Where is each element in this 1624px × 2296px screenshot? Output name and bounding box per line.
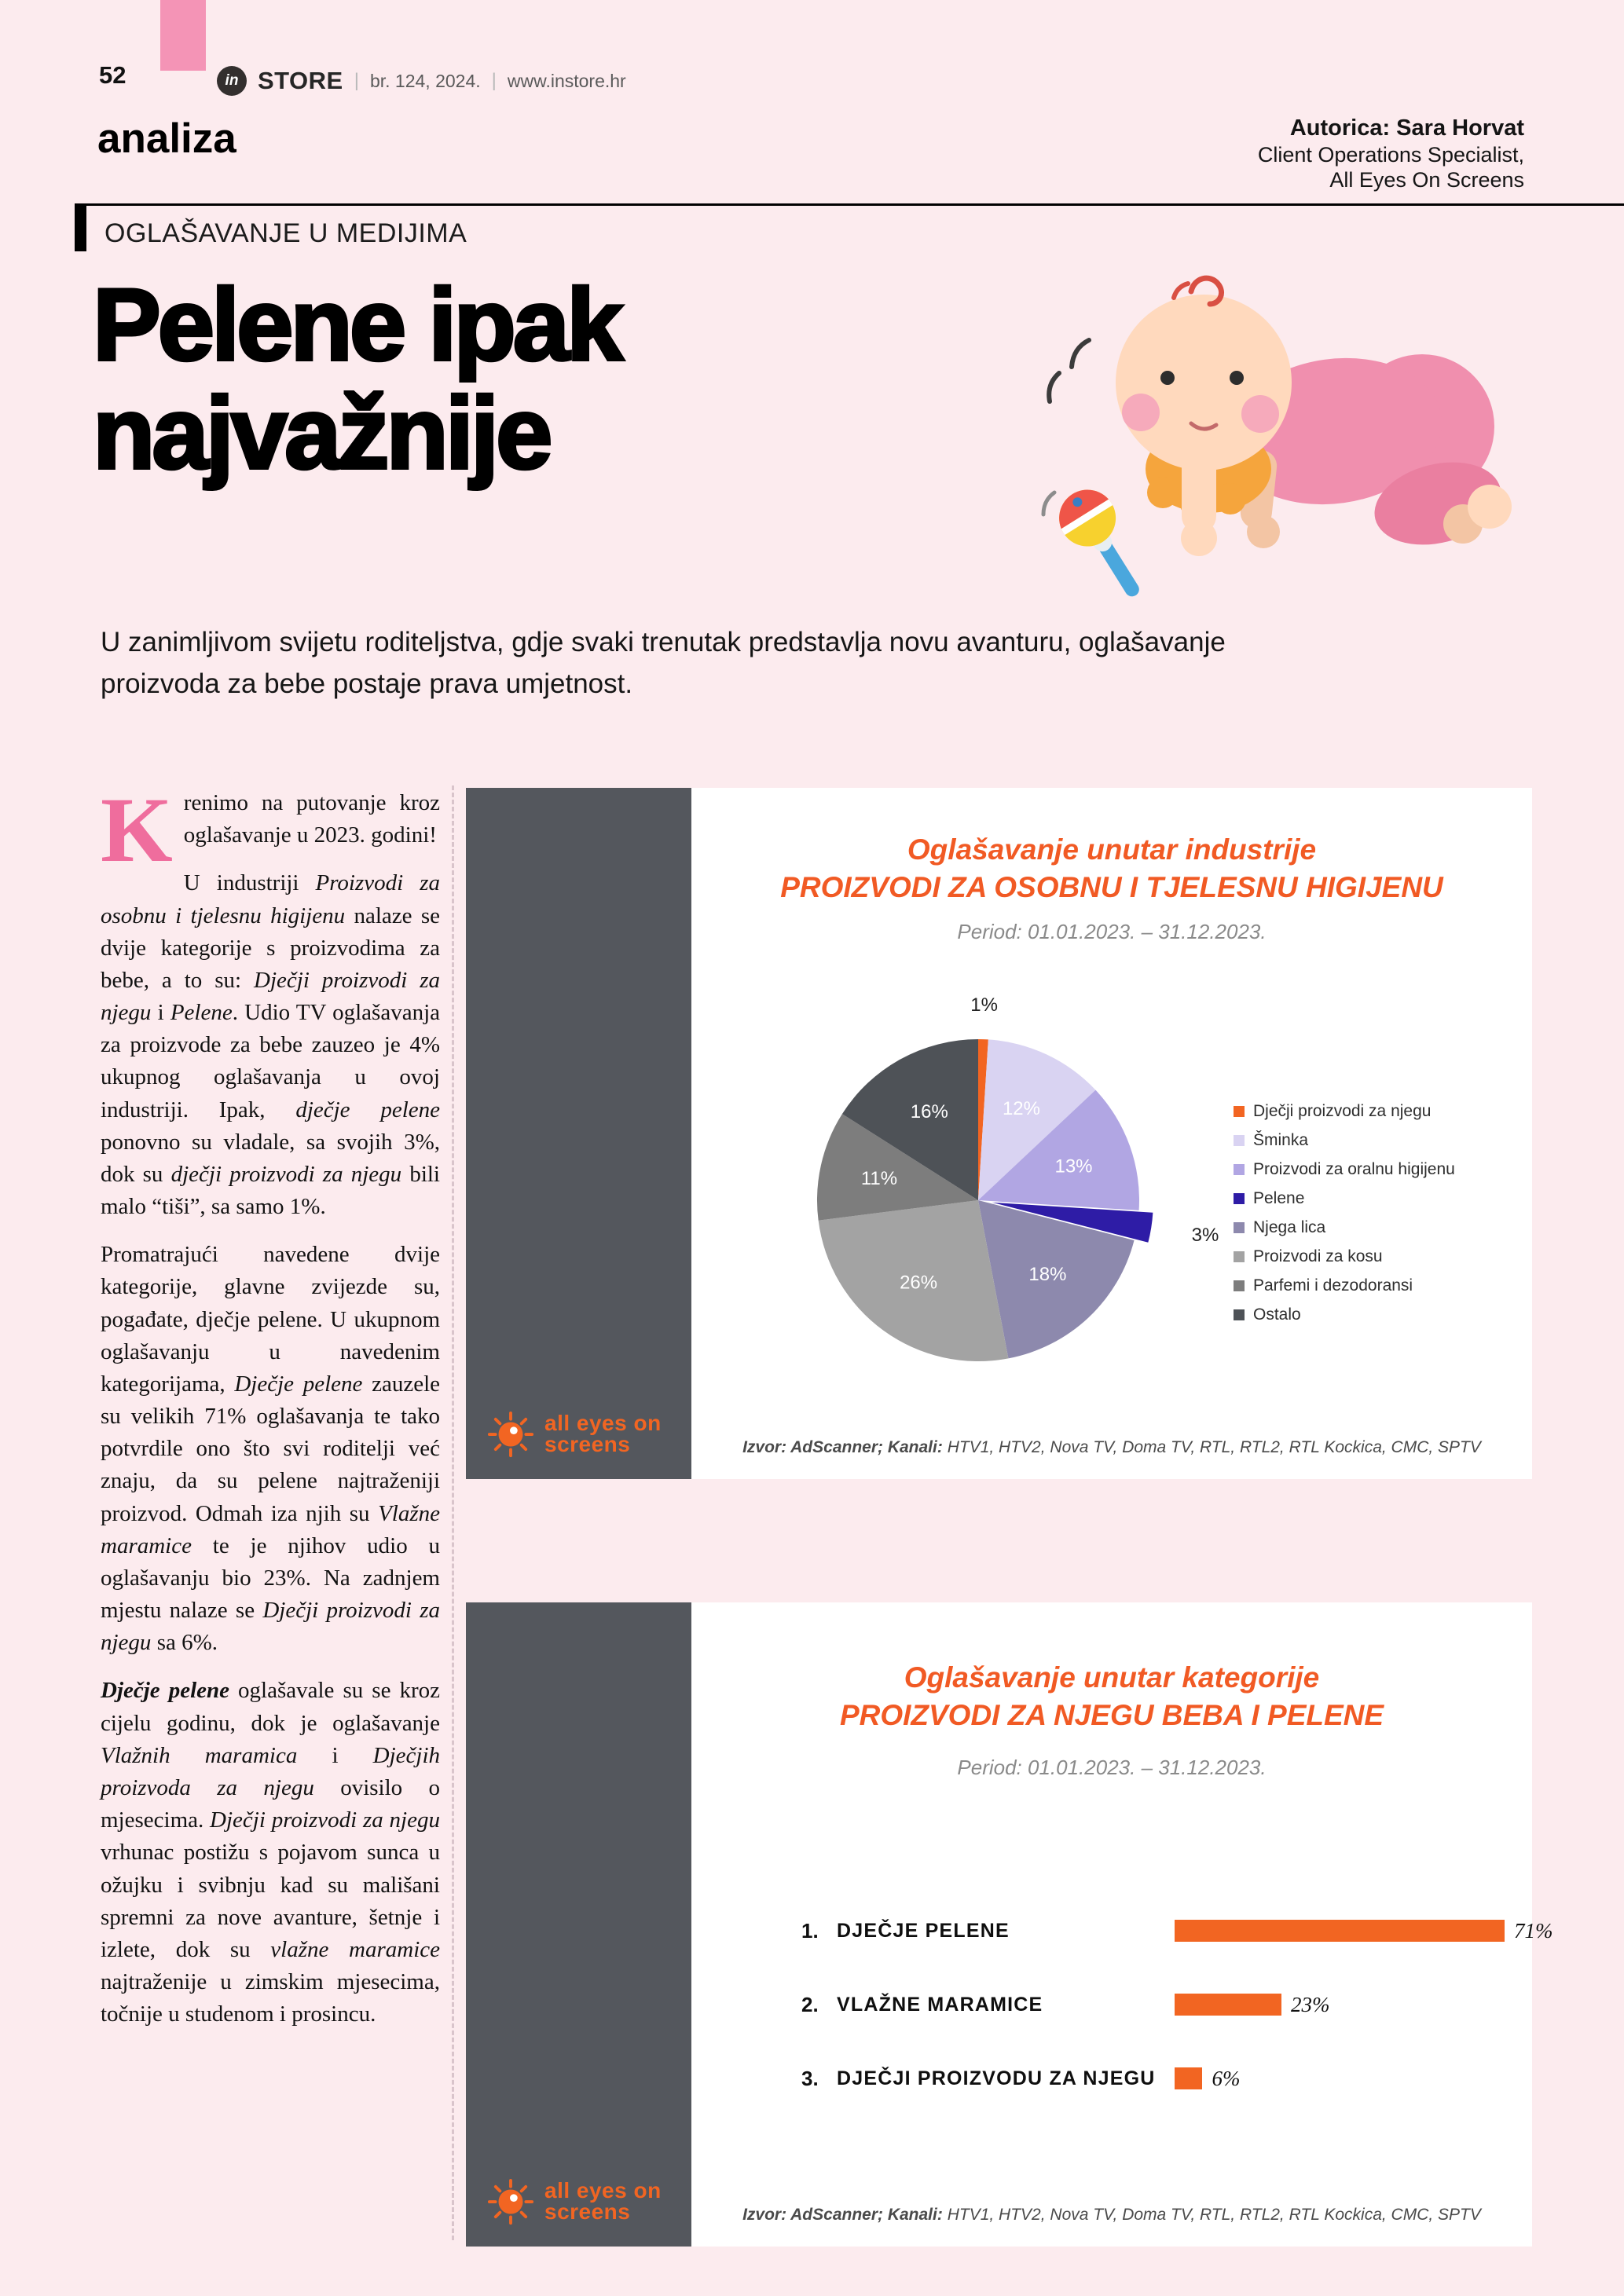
- legend-swatch: [1234, 1222, 1245, 1233]
- website-link[interactable]: www.instore.hr: [507, 70, 626, 91]
- legend-item: [1234, 1305, 1524, 1324]
- legend-swatch: [1234, 1280, 1245, 1291]
- article-intro: [101, 778, 440, 881]
- source-channels: HTV1, HTV2, Nova TV, Doma TV, RTL, RTL2, RTL Kockica, CMC, SPTV: [947, 2206, 1481, 2224]
- bar-chart-area: [691, 1602, 1553, 2247]
- separator: |: [491, 70, 497, 91]
- bar-chart: [801, 1917, 1553, 2138]
- sun-eye-icon: [486, 2177, 535, 2226]
- legend-item: [1234, 1247, 1524, 1266]
- chart-title-line1: Oglašavanje unutar industrije: [907, 833, 1317, 866]
- legend-label: Njega lica: [1253, 1218, 1326, 1236]
- bar-value-label: 71%: [1514, 1918, 1553, 1943]
- legend-label: Proizvodi za oralnu higijenu: [1253, 1160, 1455, 1178]
- legend-item: [1234, 1131, 1524, 1150]
- chart-title-line1: Oglašavanje unutar kategorije: [904, 1661, 1320, 1694]
- kicker-bar: [75, 206, 86, 251]
- pie-chart: [735, 965, 1237, 1436]
- chart-title: [691, 1659, 1532, 1734]
- chart-title-line2: PROIZVODI ZA OSOBNU I TJELESNU HIGIJENU: [780, 871, 1443, 904]
- legend-item: [1234, 1189, 1524, 1208]
- legend-label: Parfemi i dezodoransi: [1253, 1276, 1413, 1294]
- legend-item: [1234, 1160, 1524, 1179]
- legend-label: Proizvodi za kosu: [1253, 1247, 1383, 1265]
- author-company: All Eyes On Screens: [1329, 168, 1524, 192]
- bar-value-label: 6%: [1212, 2066, 1241, 2090]
- logo-text-line1: all eyes on: [544, 2178, 662, 2203]
- headline-line2: najvažnije: [93, 375, 550, 490]
- issue-number: br. 124, 2024.: [369, 70, 481, 91]
- bar-category-label: DJEČJE PELENE: [837, 1919, 1010, 1942]
- chart-title: [691, 831, 1532, 906]
- logo-text-line1: all eyes on: [544, 1411, 662, 1436]
- legend-item: [1234, 1218, 1524, 1237]
- chart-period: Period: 01.01.2023. – 31.12.2023.: [957, 1756, 1267, 1779]
- source-channels: HTV1, HTV2, Nova TV, Doma TV, RTL, RTL2, RTL Kockica, CMC, SPTV: [947, 1438, 1481, 1456]
- logo-text-line2: screens: [544, 1432, 631, 1456]
- bar: [1175, 1994, 1281, 2016]
- pink-accent-block: [160, 0, 206, 71]
- page-number: 52: [99, 61, 126, 89]
- pie-slice-value: 18%: [1028, 1264, 1067, 1286]
- brand-name: STORE: [258, 67, 343, 94]
- bar-rank: 2.: [801, 1992, 819, 2016]
- baby-illustration: [1014, 240, 1548, 617]
- legend-label: Ostalo: [1253, 1305, 1301, 1324]
- legend-label: Pelene: [1253, 1189, 1305, 1207]
- chart-title-line2: PROIZVODI ZA NJEGU BEBA I PELENE: [839, 1699, 1384, 1732]
- pie-slice-value: 1%: [970, 994, 998, 1016]
- column-divider: [452, 785, 454, 2240]
- pie-slice-value: 16%: [910, 1100, 948, 1122]
- chart-source: [691, 2206, 1532, 2225]
- pie-chart-area: [691, 788, 1532, 1479]
- masthead: [217, 66, 626, 96]
- legend-item: [1234, 1102, 1524, 1121]
- legend-label: Šminka: [1253, 1131, 1309, 1149]
- pie-slice-value: 3%: [1191, 1225, 1219, 1247]
- legend-swatch: [1234, 1164, 1245, 1175]
- headline-line1: Pelene ipak: [93, 267, 621, 382]
- bar-rank: 1.: [801, 1918, 819, 1943]
- intro-text: renimo na putovanje kroz oglašavanje u 2023. godini!: [183, 790, 440, 848]
- sun-eye-icon: [486, 1410, 535, 1459]
- separator: |: [354, 70, 359, 91]
- section-title: analiza: [97, 115, 236, 162]
- author-role: Client Operations Specialist,: [1257, 142, 1524, 167]
- source-label: Izvor: AdScanner; Kanali:: [742, 2206, 943, 2224]
- chart-card-industry: [466, 788, 1532, 1479]
- bar-row: [801, 1990, 1516, 2019]
- bar-row: [801, 2064, 1516, 2093]
- chart-legend: [1234, 1102, 1524, 1335]
- bar-category-label: VLAŽNE MARAMICE: [837, 1993, 1043, 2016]
- article-paragraphs: [101, 867, 440, 2031]
- pie-slice-value: 11%: [860, 1167, 898, 1189]
- bar-row: [801, 1917, 1553, 1945]
- chart-period: Period: 01.01.2023. – 31.12.2023.: [957, 920, 1267, 943]
- chart-source: [691, 1438, 1532, 1457]
- source-label: Izvor: AdScanner; Kanali:: [742, 1438, 943, 1456]
- bar: [1175, 1920, 1505, 1942]
- pie-slice-value: 13%: [1054, 1155, 1093, 1177]
- bar-rank: 3.: [801, 2066, 819, 2090]
- bar-category-label: DJEČJI PROIZVODU ZA NJEGU: [837, 2067, 1156, 2089]
- instore-logo-icon: in: [217, 66, 247, 96]
- legend-swatch: [1234, 1251, 1245, 1262]
- dropcap: K: [101, 778, 173, 881]
- legend-swatch: [1234, 1106, 1245, 1117]
- pie-slice-value: 26%: [900, 1272, 938, 1294]
- article-column: [101, 778, 441, 2046]
- rattle-icon: [1044, 474, 1163, 612]
- baby-figure: [1116, 278, 1512, 557]
- legend-label: Dječji proizvodi za njegu: [1253, 1102, 1432, 1120]
- legend-swatch: [1234, 1193, 1245, 1204]
- legend-swatch: [1234, 1309, 1245, 1320]
- chart-card-category: [466, 1602, 1553, 2247]
- bar-value-label: 23%: [1291, 1992, 1330, 2016]
- logo-text-line2: screens: [544, 2199, 631, 2224]
- bar: [1175, 2067, 1202, 2089]
- card-side-band: [466, 1602, 691, 2247]
- all-eyes-on-screens-logo: [486, 2177, 662, 2226]
- kicker: OGLAŠAVANJE U MEDIJIMA: [104, 218, 467, 248]
- logo-text: [544, 2178, 662, 2224]
- pie-slice-value: 12%: [1002, 1098, 1041, 1120]
- lede: U zanimljivom svijetu roditeljstva, gdje svaki trenutak predstavlja novu avanturu, oglašavanje proizvoda za bebe postaje prava umjetnost.: [101, 627, 1226, 699]
- legend-item: [1234, 1276, 1524, 1295]
- card-side-band: [466, 788, 691, 1479]
- legend-swatch: [1234, 1135, 1245, 1146]
- motion-lines-icon: [1049, 340, 1089, 401]
- rattle-motion-lines-icon: [1043, 493, 1054, 514]
- author-block: [1258, 115, 1524, 193]
- logo-text: [544, 1413, 662, 1455]
- all-eyes-on-screens-logo: [486, 1410, 662, 1459]
- article-paragraph: Promatrajući navedene dvije kategorije, glavne zvijezde su, pogađate, dječje pelene. U ukupnom oglašavanju u navedenim kategorijama, Dječje pelene zauzele su velikih 71% oglašavanja te tako potvrdile ono što svi roditelji već znaju, da su pelene najtraženiji proizvod. Odmah iza njih su Vlažne maramice te je njihov udio u oglašavanju bio 23%. Na zadnjem mjestu nalaze se Dječji proizvodi za njegu sa 6%.: [101, 1242, 441, 1656]
- headline: [93, 267, 621, 490]
- author-byline: Autorica: Sara Horvat: [1289, 115, 1524, 141]
- article-paragraph: U industriji Proizvodi za osobnu i tjelesnu higijenu nalaze se dvije kategorije s proizvodima za bebe, a to su: Dječji proizvodi za njegu i Pelene. Udio TV oglašavanja za proizvode za bebe zauzeo je 4% ukupnog oglašavanja u ovoj industriji. Ipak, dječje pelene ponovno su vladale, sa svojih 3%, dok su dječji proizvodi za njegu bili malo “tiši”, sa samo 1%.: [101, 870, 441, 1220]
- header-rule: [75, 203, 1624, 206]
- article-paragraph: Dječje pelene oglašavale su se kroz cijelu godinu, dok je oglašavanje Vlažnih maramica i Dječjih proizvoda za njegu ovisilo o mjesecima. Dječji proizvodi za njegu vrhunac postižu s pojavom sunca u ožujku i svibnju kad su mališani spremni za nove avanture, šetnje i izlete, dok su vlažne maramice najtraženije u zimskim mjesecima, točnije u studenom i prosincu.: [101, 1678, 440, 2027]
